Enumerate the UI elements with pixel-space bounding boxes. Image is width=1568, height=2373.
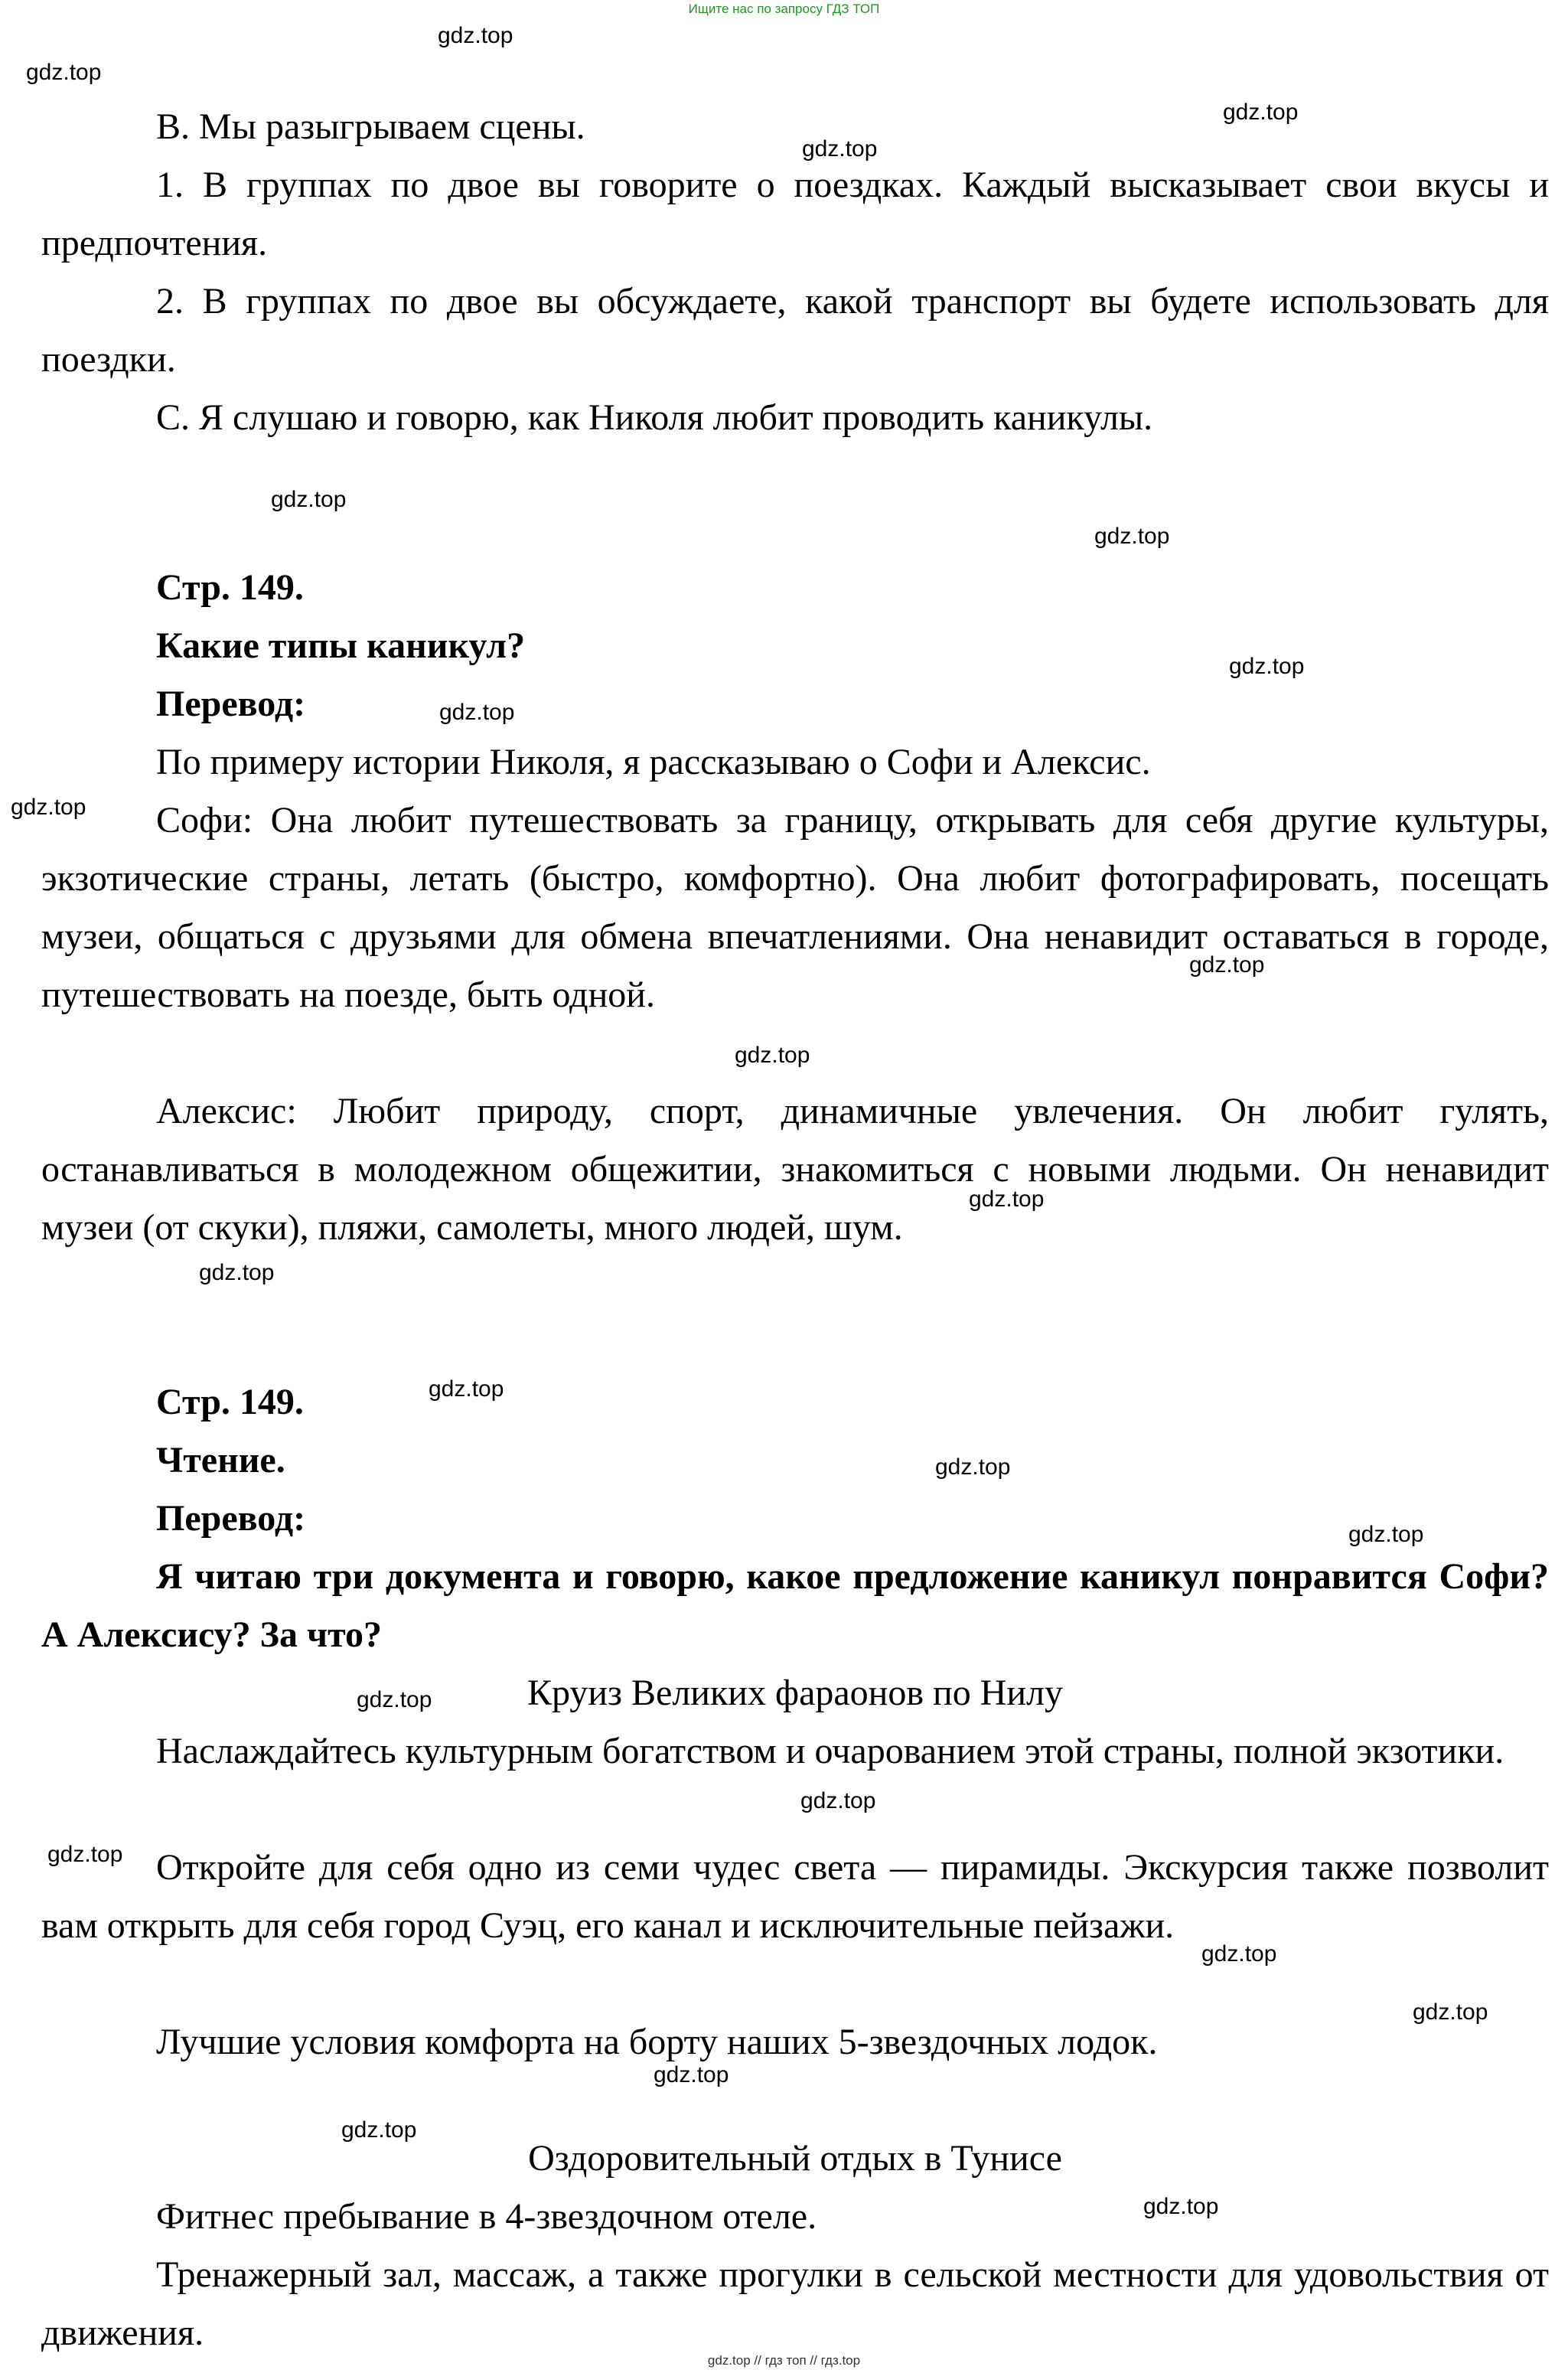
watermark: gdz.top <box>11 795 86 820</box>
doc2-paragraph-2: Тренажерный зал, массаж, а также прогулки в сельской местности для удовольствия от движения. <box>41 2254 1549 2353</box>
watermark: gdz.top <box>271 487 347 512</box>
part2-title: Чтение. <box>156 1440 285 1480</box>
watermark: gdz.top <box>802 136 878 162</box>
section-b-heading: В. Мы разыгрываем сцены. <box>156 106 585 147</box>
watermark: gdz.top <box>1223 100 1299 125</box>
section-c-heading: С. Я слушаю и говорю, как Николя любит проводить каникулы. <box>156 397 1153 438</box>
doc1-paragraph-1: Наслаждайтесь культурным богатством и очарованием этой страны, полной экзотики. <box>156 1731 1504 1771</box>
watermark: gdz.top <box>654 2062 729 2087</box>
watermark: gdz.top <box>1143 2194 1219 2219</box>
watermark: gdz.top <box>439 700 515 725</box>
watermark: gdz.top <box>1413 1999 1488 2025</box>
watermark: gdz.top <box>735 1043 810 1068</box>
doc2-paragraph-1: Фитнес пребывание в 4-звездочном отеле. <box>156 2196 817 2237</box>
part2-translation-label: Перевод: <box>156 1498 306 1539</box>
watermark: gdz.top <box>47 1842 123 1867</box>
watermark: gdz.top <box>1189 952 1265 978</box>
section-b-item-2: 2. В группах по двое вы обсуждаете, какой транспорт вы будете использовать для поездки. <box>41 281 1549 380</box>
doc1-title: Круиз Великих фараонов по Нилу <box>526 1673 1064 1713</box>
part1-alexis: Алексис: Любит природу, спорт, динамичные увлечения. Он любит гулять, останавливаться в молодежном общежитии, знакомиться с новыми людьми. Он ненавидит музеи (от скуки), пляжи, самолеты, много людей, шум. <box>41 1091 1549 1248</box>
watermark: gdz.top <box>357 1687 432 1712</box>
watermark: gdz.top <box>935 1454 1011 1480</box>
watermark: gdz.top <box>1348 1522 1424 1547</box>
watermark: gdz.top <box>429 1376 504 1402</box>
watermark: gdz.top <box>438 23 513 48</box>
watermark: gdz.top <box>1201 1941 1277 1967</box>
part1-sophie: Софи: Она любит путешествовать за границу, открывать для себя другие культуры, экзотические страны, летать (быстро, комфортно). Она любит фотографировать, посещать музеи, общаться с друзьями для обмена впечатлениями. Она ненавидит оставаться в городе, путешествовать на поезде, быть одной. <box>41 800 1549 1015</box>
doc1-paragraph-3: Лучшие условия комфорта на борту наших 5-звездочных лодок. <box>156 2022 1158 2062</box>
watermark: gdz.top <box>969 1186 1045 1212</box>
watermark: gdz.top <box>26 60 102 85</box>
part1-title: Какие типы каникул? <box>156 625 526 666</box>
doc2-title: Оздоровительный отдых в Тунисе <box>528 2138 1062 2179</box>
watermark: gdz.top <box>199 1260 275 1285</box>
watermark: gdz.top <box>341 2117 417 2143</box>
watermark: gdz.top <box>1094 524 1170 549</box>
watermark: gdz.top <box>800 1788 876 1813</box>
top-banner: Ищите нас по запросу ГДЗ ТОП <box>688 2 880 16</box>
part2-page-number: Стр. 149. <box>156 1382 304 1422</box>
part2-task: Я читаю три документа и говорю, какое предложение каникул понравится Софи? А Алексису? За что? <box>41 1556 1549 1655</box>
part1-page-number: Стр. 149. <box>156 567 304 608</box>
section-b-item-1: 1. В группах по двое вы говорите о поездках. Каждый высказывает свои вкусы и предпочтения. <box>41 165 1549 263</box>
footer: gdz.top // гдз топ // гдз.top <box>707 2353 861 2368</box>
part1-intro: По примеру истории Николя, я рассказываю о Софи и Алексис. <box>156 742 1151 782</box>
doc1-paragraph-2: Откройте для себя одно из семи чудес света — пирамиды. Экскурсия также позволит вам открыть для себя город Суэц, его канал и исключительные пейзажи. <box>41 1847 1549 1946</box>
part1-translation-label: Перевод: <box>156 684 306 724</box>
watermark: gdz.top <box>1229 654 1305 679</box>
